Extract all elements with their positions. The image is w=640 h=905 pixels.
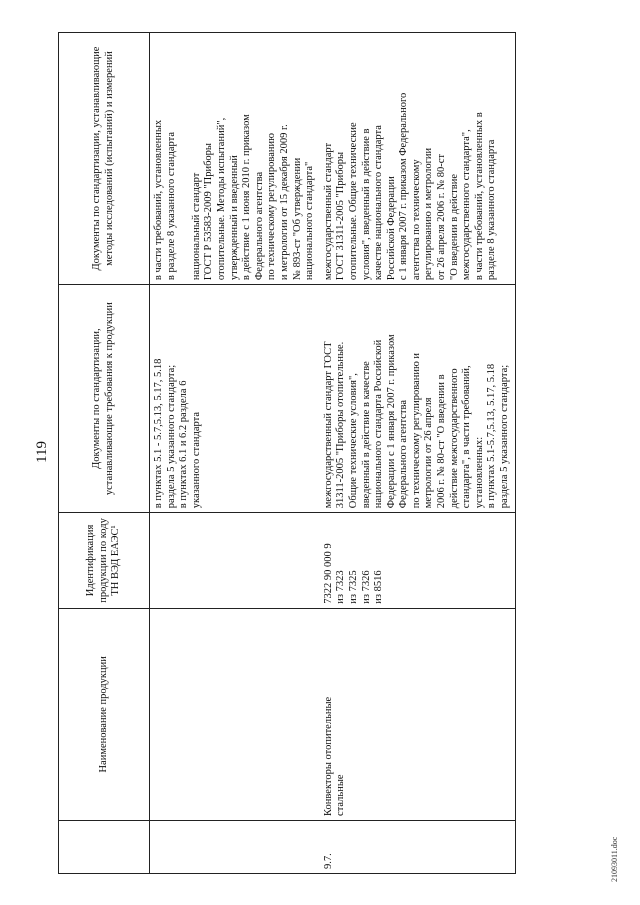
- methods-docs: межгосударственный стандарт ГОСТ 31311-2005 "Приборы отопительные. Общие технические условия", введенный в действие в качестве национального стандарта Российской Федерации с 1 января 2007 г. приказом Федерального агентства по техническому регулированию и метрологии от 26 апреля 2006 г. № 80-ст "О введении в действие межгосударственного стандарта", в части требований, установленных в разделе 8 указанного стандарта: [320, 33, 515, 285]
- table-header-row: [59, 33, 150, 874]
- continued-code: [150, 513, 320, 609]
- header-code: Идентификация продукции по коду ТН ВЭД ЕАЭС¹: [59, 513, 150, 609]
- requirements-docs: межгосударственный стандарт ГОСТ 31311-2005 "Приборы отопительные. Общие технические условия", введенный в действие в качестве национального стандарта Российской Федерации с 1 января 2007 г. приказом Федерального агентства по техническому регулированию и метрологии от 26 апреля 2006 г. № 80-ст "О введении в действие межгосударственного стандарта", в части требований, установленных: в пунктах 5.1-5.7,5.13, 5.17, 5.18 раздела 5 указанного стандарта;: [320, 285, 515, 513]
- continued-name: [150, 608, 320, 820]
- table-row-continued: [150, 33, 320, 874]
- header-requirements-docs: Документы по стандартизации, устанавливающие требования к продукции: [59, 285, 150, 513]
- standards-table: [58, 32, 516, 874]
- header-product-name: Наименование продукции: [59, 608, 150, 820]
- continued-methods: в части требований, установленных в разделе 8 указанного стандарта национальный стандарт ГОСТ Р 53583-2009 "Приборы отопительные. Методы испытаний", утвержденный и введенный в действие с 1 июня 2010 г. приказом Федерального агентства по техническому регулированию и метрологии от 15 декабря 2009 г. № 893-ст "Об утверждении национального стандарта": [150, 33, 320, 285]
- header-methods-docs: Документы по стандартизации, устанавливающие методы исследований (испытаний) и измерений: [59, 33, 150, 285]
- page-number: 119: [34, 441, 50, 463]
- header-number: [59, 820, 150, 873]
- product-name: Конвекторы отопительные стальные: [320, 608, 515, 820]
- rotated-page: [20, 22, 620, 882]
- product-codes: 7322 90 000 9 из 7323 из 7325 из 7326 из 8516: [320, 513, 515, 609]
- continued-number: [150, 820, 320, 873]
- footer-filename: 21093011.doc: [610, 836, 619, 882]
- continued-requirements: в пунктах 5.1 - 5.7,5.13, 5.17, 5.18 раздела 5 указанного стандарта; в пунктах 6.1 и 6.2 раздела 6 указанного стандарта: [150, 285, 320, 513]
- table-row-9-7: [320, 33, 515, 874]
- row-number: 9.7.: [320, 820, 515, 873]
